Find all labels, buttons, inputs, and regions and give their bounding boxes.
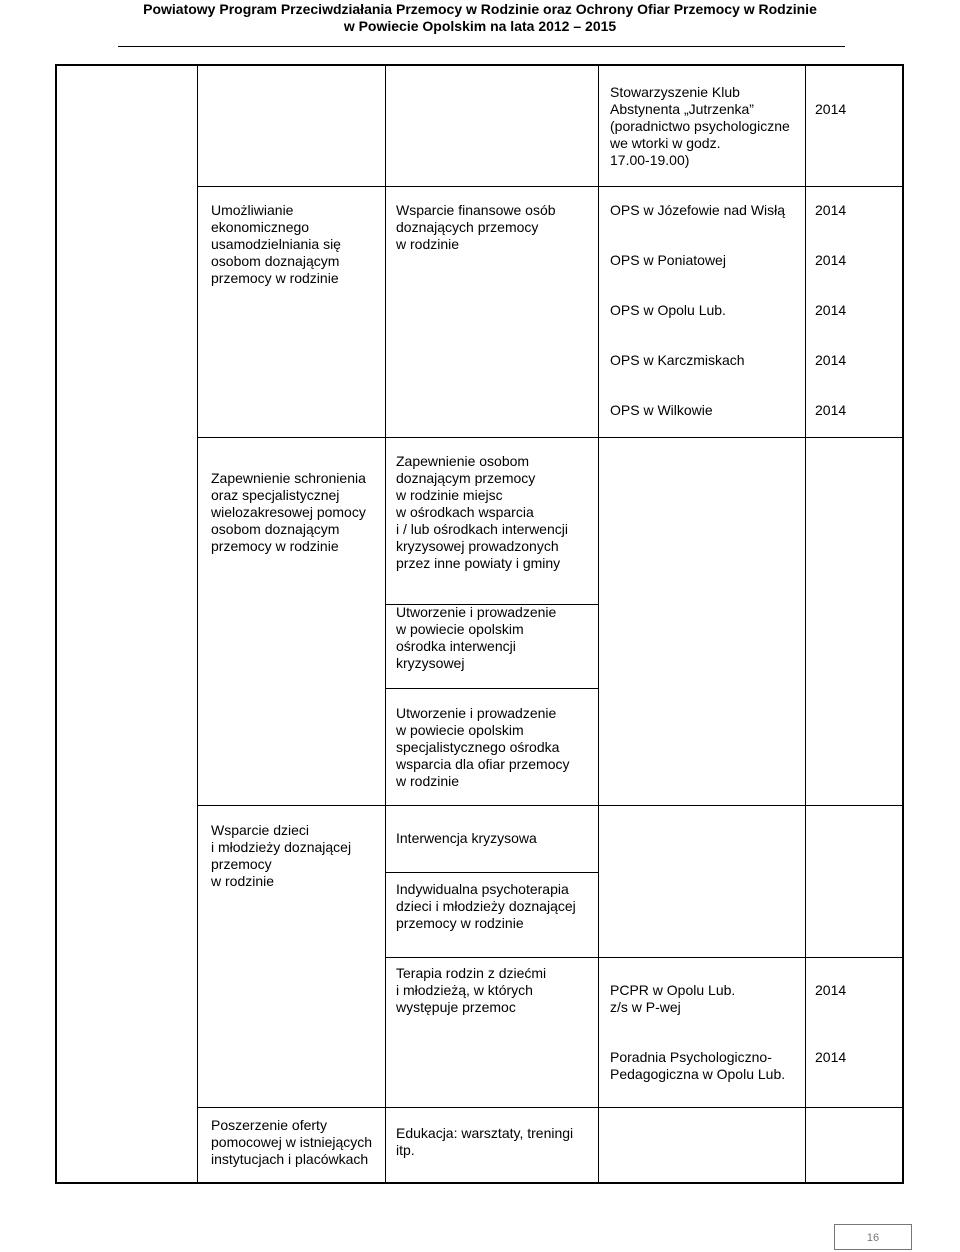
row-divider <box>197 1107 904 1108</box>
termin-cell: 2014 <box>815 202 847 218</box>
zadanie-cell: Zapewnienie osobom doznającym przemocy w rodzinie miejsc w ośrodkach wsparcia i / lub ośrodkach interwencji kryzysowej prowadzonych przez inne powiaty i gminy <box>396 453 568 571</box>
column-divider <box>805 66 806 1182</box>
page-number-box <box>834 1224 912 1250</box>
realizator-cell: PCPR w Opolu Lub. z/s w P-wej <box>610 982 736 1015</box>
termin-cell: 2014 <box>815 352 847 368</box>
column-divider <box>598 66 599 1182</box>
zadanie-cell: Indywidualna psychoterapia dzieci i młodzieży doznającej przemocy w rodzinie <box>396 881 576 931</box>
zadanie-cell: Wsparcie finansowe osób doznających przemocy w rodzinie <box>396 202 556 252</box>
header-rule <box>118 46 845 47</box>
cel-cell: Zapewnienie schronienia oraz specjalistycznej wielozakresowej pomocy osobom doznającym przemocy w rodzinie <box>211 470 366 554</box>
termin-cell: 2014 <box>815 1049 847 1065</box>
column-divider <box>385 66 386 1182</box>
row-divider <box>385 957 904 958</box>
cel-cell: Wsparcie dzieci i młodzieży doznającej przemocy w rodzinie <box>211 822 352 889</box>
zadanie-cell: Terapia rodzin z dziećmi i młodzieżą, w których występuje przemoc <box>396 965 547 1015</box>
realizator-cell: Poradnia Psychologiczno- Pedagogiczna w Opolu Lub. <box>610 1049 786 1082</box>
row-divider <box>197 186 904 187</box>
termin-cell: 2014 <box>815 982 847 998</box>
header-title-line2: w Powiecie Opolskim na lata 2012 – 2015 <box>343 18 617 34</box>
termin-cell: 2014 <box>815 402 847 418</box>
termin-cell: 2014 <box>815 252 847 268</box>
realizator-cell: Stowarzyszenie Klub Abstynenta „Jutrzenka” (poradnictwo psychologiczne we wtorki w godz. 17.00-19.00) <box>610 84 790 168</box>
zadanie-cell: Edukacja: warsztaty, treningi itp. <box>396 1125 574 1158</box>
termin-cell: 2014 <box>815 101 847 117</box>
realizator-cell: OPS w Poniatowej <box>610 252 726 268</box>
realizator-cell: OPS w Karczmiskach <box>610 352 745 368</box>
cel-cell: Poszerzenie oferty pomocowej w istniejących instytucjach i placówkach <box>211 1117 373 1167</box>
row-divider <box>385 688 598 689</box>
zadanie-cell: Interwencja kryzysowa <box>396 830 537 846</box>
row-divider <box>197 805 904 806</box>
realizator-cell: OPS w Józefowie nad Wisłą <box>610 202 786 218</box>
row-divider <box>197 437 904 438</box>
realizator-cell: OPS w Opolu Lub. <box>610 302 726 318</box>
zadanie-cell: Utworzenie i prowadzenie w powiecie opolskim ośrodka interwencji kryzysowej <box>396 604 557 671</box>
termin-cell: 2014 <box>815 302 847 318</box>
zadanie-cell: Utworzenie i prowadzenie w powiecie opolskim specjalistycznego ośrodka wsparcia dla ofiar przemocy w rodzinie <box>396 705 570 789</box>
column-divider <box>197 66 198 1182</box>
cel-cell: Umożliwianie ekonomicznego usamodzielniania się osobom doznającym przemocy w rodzinie <box>211 202 341 286</box>
row-divider <box>385 872 598 873</box>
realizator-cell: OPS w Wilkowie <box>610 402 713 418</box>
document-header <box>0 0 960 35</box>
header-title-line1: Powiatowy Program Przeciwdziałania Przemocy w Rodzinie oraz Ochrony Ofiar Przemocy w Rodzinie <box>143 1 817 17</box>
page-number: 16 <box>866 1232 880 1244</box>
